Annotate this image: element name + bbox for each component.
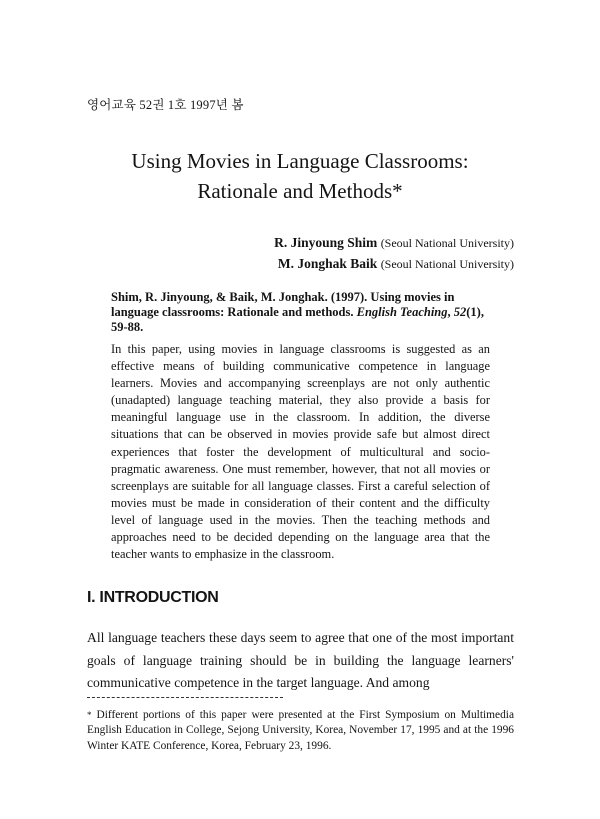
author-1-affiliation: (Seoul National University) bbox=[380, 236, 514, 250]
section-heading: I. INTRODUCTION bbox=[87, 589, 219, 606]
citation-rest: (1), 59-88. bbox=[111, 305, 484, 334]
author-2 bbox=[278, 256, 514, 272]
footnote-divider bbox=[87, 697, 283, 698]
body-paragraph: All language teachers these days seem to agree that one of the most important goals of language training should be in building the language learners' communicative competence in the target language. And among bbox=[87, 630, 514, 690]
author-2-name: M. Jonghak Baik bbox=[277, 256, 378, 271]
author-2-affiliation: (Seoul National University) bbox=[380, 257, 514, 271]
citation-volume: 52 bbox=[453, 305, 467, 319]
paper-title-line-1: Using Movies in Language Classrooms: bbox=[131, 149, 469, 173]
journal-header: 영어교육 52권 1호 1997년 봄 bbox=[87, 98, 244, 112]
author-1-name: R. Jinyoung Shim bbox=[274, 235, 378, 250]
paper-title-line-2: Rationale and Methods* bbox=[197, 179, 403, 203]
footnote-text: Different portions of this paper were presented at the First Symposium on Multimedia English Education in College, Sejong University, Korea, November 17, 1995 and at the 1996 Winter KATE Conference, Korea, February 23, 1996. bbox=[87, 709, 515, 752]
footnote-mark: * bbox=[87, 710, 92, 720]
citation-journal: English Teaching bbox=[356, 305, 448, 319]
abstract: In this paper, using movies in language classrooms is suggested as an effective means of building communicative competence in language learners. Movies and accompanying screenplays are not only authentic (unadapted) language teaching material, they also provide a basis for meaningful language use in the classroom. In addition, the diverse situations that can be observed in movies provide safe but almost direct experiences that foster the development of multicultural and socio-pragmatic awareness. One must remember, however, that not all movies or screenplays are suitable for all language classes. First a careful selection of movies must be made in consideration of their content and the difficulty level of language used in the movies. Then the teaching methods and approaches need to be decided depending on the language area that the teacher wants to emphasize in the classroom. bbox=[111, 342, 490, 562]
citation-prefix: Shim, R. Jinyoung, & Baik, M. Jonghak. (1997). Using movies in language classrooms: Rationale and methods. bbox=[111, 290, 455, 319]
author-1 bbox=[274, 235, 514, 251]
citation-comma: , bbox=[447, 305, 454, 319]
citation bbox=[111, 290, 490, 335]
footnote bbox=[87, 708, 514, 754]
